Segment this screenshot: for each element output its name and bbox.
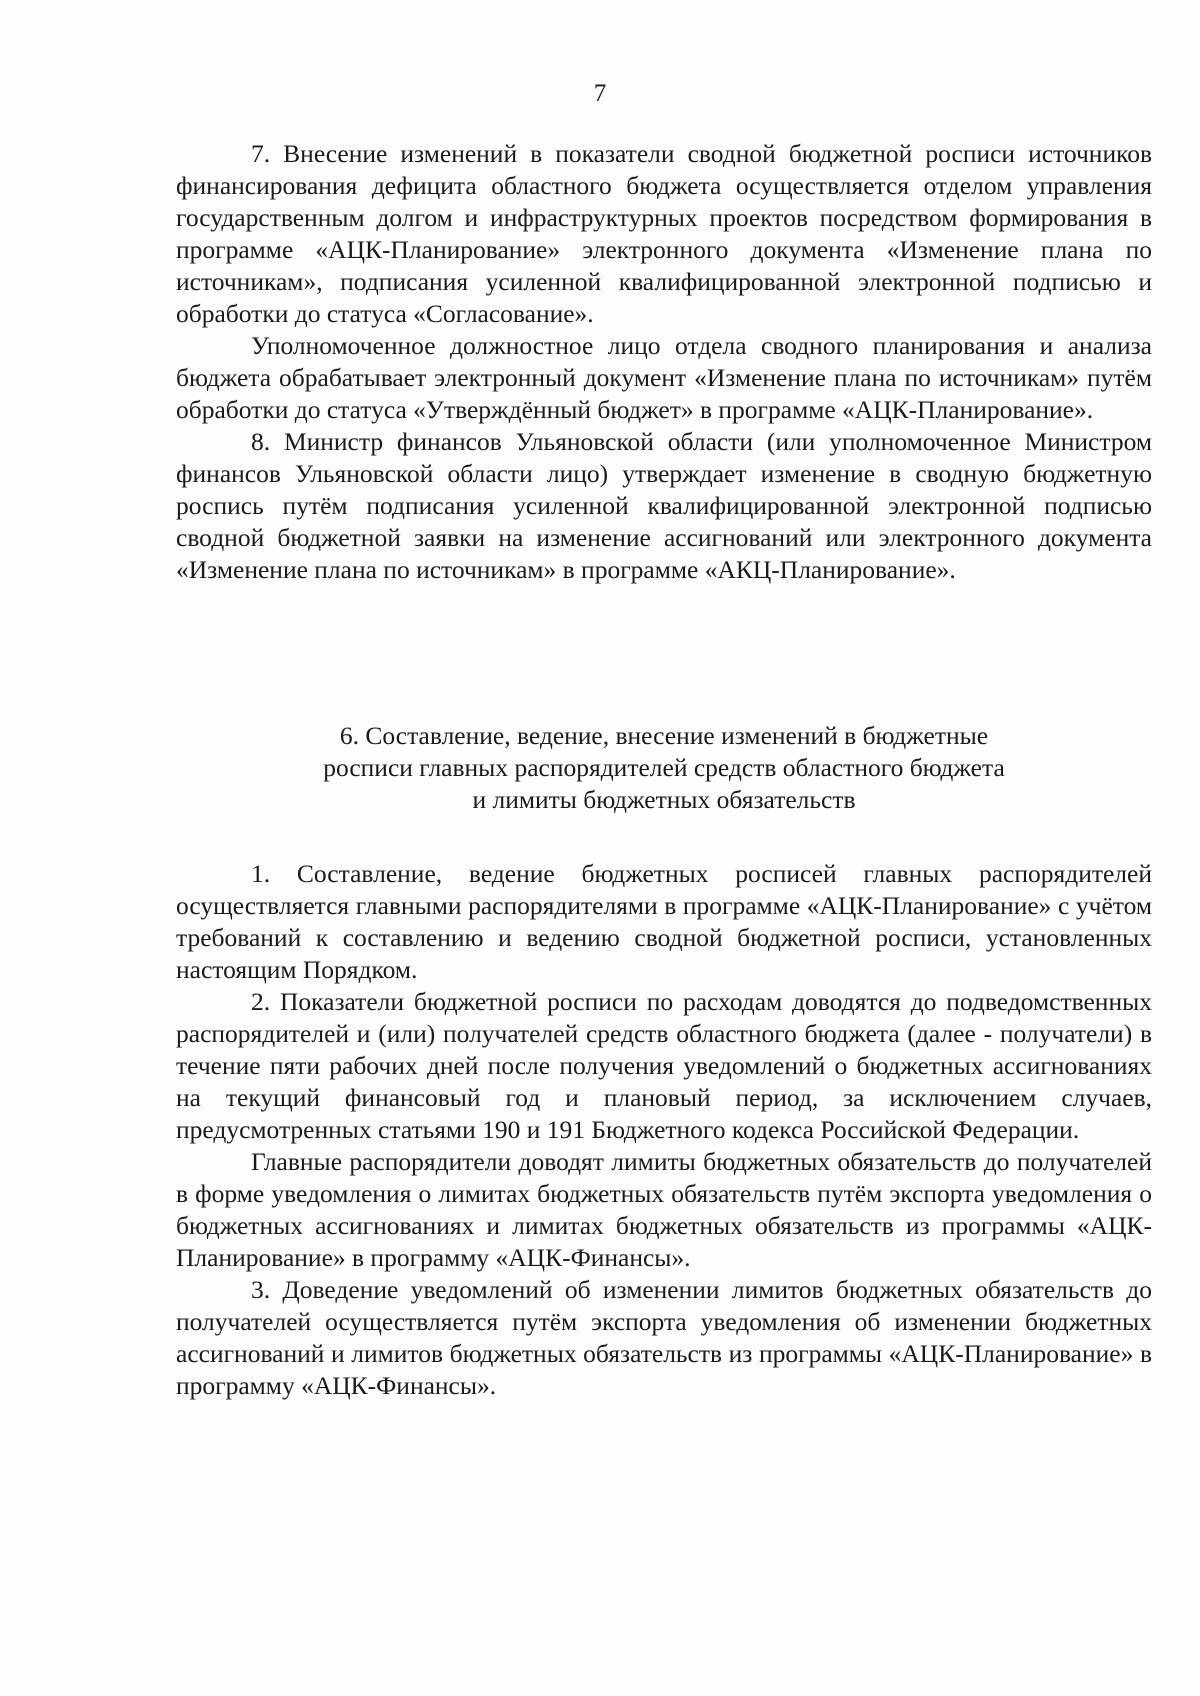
section-heading-line: росписи главных распорядителей средств областного бюджета — [323, 753, 1005, 782]
paragraph-item-1-compilation: 1. Составление, ведение бюджетных росписей главных распорядителей осуществляется главными распорядителями в программе «АЦК-Планирование» с учётом требований к составлению и ведению сводной бюджетной росписи, установленных настоящим Порядком. — [176, 859, 1152, 984]
paragraph-limits-delivery: Главные распорядители доводят лимиты бюджетных обязательств до получателей в форме уведомления о лимитах бюджетных обязательств путём экспорта уведомления о бюджетных ассигнованиях и лимитах бюджетных обязательств из программы «АЦК-Планирование» в программу «АЦК-Финансы». — [176, 1147, 1152, 1272]
paragraph-item-7-changes-sources: 7. Внесение изменений в показатели сводной бюджетной росписи источников финансирования дефицита областного бюджета осуществляется отделом управления государственным долгом и инфраструктурных проектов посредством формирования в программе «АЦК-Планирование» электронного документа «Изменение плана по источникам», подписания усиленной квалифицированной электронной подписью и обработки до статуса «Согласование». — [176, 139, 1152, 328]
paragraph-item-2-indicators: 2. Показатели бюджетной росписи по расходам доводятся до подведомственных распорядителей и (или) получателей средств областного бюджета (далее - получатели) в течение пяти рабочих дней после получения уведомлений о бюджетных ассигнованиях на текущий финансовый год и плановый период, за исключением случаев, предусмотренных статьями 190 и 191 Бюджетного кодекса Российской Федерации. — [176, 987, 1152, 1144]
paragraph-authorized-official: Уполномоченное должностное лицо отдела сводного планирования и анализа бюджета обрабатывает электронный документ «Изменение плана по источникам» путём обработки до статуса «Утверждённый бюджет» в программе «АЦК-Планирование». — [176, 331, 1152, 424]
paragraph-item-8-minister-approval: 8. Министр финансов Ульяновской области (или уполномоченное Министром финансов Ульяновской области лицо) утверждает изменение в сводную бюджетную роспись путём подписания усиленной квалифицированной электронной подписью сводной бюджетной заявки на изменение ассигнований или электронного документа «Изменение плана по источникам» в программе «АКЦ-Планирование». — [176, 427, 1152, 584]
section-heading — [176, 720, 1152, 816]
bottom-text-block — [176, 858, 1152, 1402]
section-heading-line: и лимиты бюджетных обязательств — [472, 785, 856, 814]
page-number: 7 — [593, 80, 607, 107]
section-heading-line: 6. Составление, ведение, внесение изменений в бюджетные — [339, 721, 989, 750]
paragraph-item-3-notifications: 3. Доведение уведомлений об изменении лимитов бюджетных обязательств до получателей осуществляется путём экспорта уведомления об изменении бюджетных ассигнований и лимитов бюджетных обязательств из программы «АЦК-Планирование» в программу «АЦК-Финансы». — [176, 1275, 1152, 1400]
top-text-block — [176, 138, 1152, 586]
